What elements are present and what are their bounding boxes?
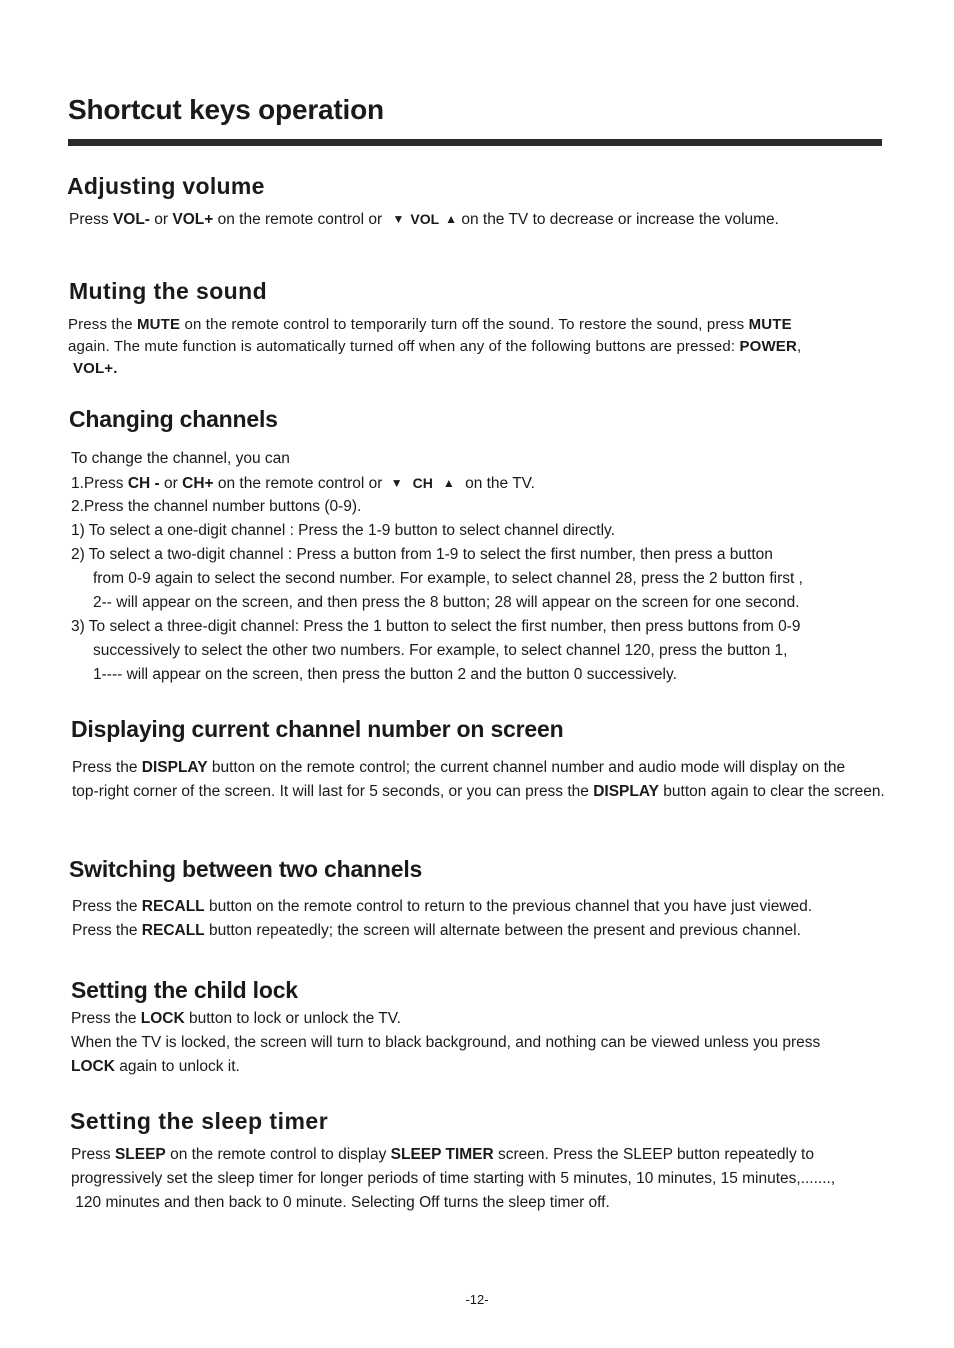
text: top-right corner of the screen. It will last for 5 seconds, or you can press the [72,783,594,800]
text: button again to clear the screen. [658,783,885,800]
triangle-up-icon: ▲ [442,476,455,490]
channels-intro: To change the channel, you can [71,450,290,467]
key-mute: MUTE [748,316,792,333]
channels-step-1 [71,473,535,494]
text: on the remote control to temporarily turn off the sound. To restore the sound, press [180,316,749,333]
mute-line-2 [68,337,801,357]
text: or [149,211,173,228]
display-line-1 [72,758,845,778]
recall-line-1 [72,897,812,917]
text: button on the remote control to return to the previous channel that you have just viewed. [204,898,813,915]
channels-note-3a: 3) To select a three-digit channel: Press the 1 button to select the first number, then press buttons from 0-9 [71,618,801,635]
mute-line-3 [73,359,118,379]
section-heading: Switching between two channels [69,856,423,882]
key-vol-minus: VOL- [112,211,150,228]
text: again. The mute function is automatically turned off when any of the following buttons are pressed: [68,338,740,355]
lock-line-2: When the TV is locked, the screen will turn to black background, and nothing can be viewed unless you press [71,1034,821,1051]
section-heading: Changing channels [69,406,278,432]
key-vol-plus: VOL+ [172,211,214,228]
channels-note-3c: 1---- will appear on the screen, then press the button 2 and the button 0 successively. [93,666,677,683]
display-line-2 [72,782,885,802]
text: Press [71,1146,115,1163]
volume-instruction [69,209,779,230]
sleep-line-3: 120 minutes and then back to 0 minute. Selecting Off turns the sleep timer off. [71,1194,610,1211]
key-ch-minus: CH - [127,475,160,492]
key-display: DISPLAY [593,783,659,800]
key-lock: LOCK [71,1058,115,1075]
sleep-line-2: progressively set the sleep timer for longer periods of time starting with 5 minutes, 10 minutes, 15 minutes,......., [71,1170,836,1187]
page-number: -12- [465,1292,489,1307]
channels-note-3b: successively to select the other two numbers. For example, to select channel 120, press the button 1, [93,642,788,659]
text: screen. Press the SLEEP button repeatedly to [493,1146,814,1163]
triangle-down-icon: ▼ [392,212,405,226]
channels-step-2: 2.Press the channel number buttons (0-9). [71,498,362,515]
text: or [159,475,183,492]
text: , [796,338,802,355]
key-lock: LOCK [140,1010,185,1027]
channels-note-2b: from 0-9 again to select the second number. For example, to select channel 28, press the 2 button first , [93,570,803,587]
key-display: DISPLAY [141,759,208,776]
title-divider [68,139,882,146]
tv-key-ch: CH [412,475,433,491]
channels-note-1: 1) To select a one-digit channel : Press the 1-9 button to select channel directly. [71,522,615,539]
section-heading: Setting the child lock [71,977,298,1003]
tv-key-vol: VOL [410,211,440,227]
text: on the remote control to display [165,1146,391,1163]
page-title: Shortcut keys operation [68,94,384,125]
lock-line-1 [71,1009,401,1029]
text: Press the [68,316,138,333]
key-ch-plus: CH+ [182,475,214,492]
text: on the TV. [460,475,535,492]
text: on the remote control or [213,475,387,492]
key-recall: RECALL [141,922,205,939]
key-recall: RECALL [141,898,205,915]
text: 1.Press [71,475,128,492]
section-heading: Muting the sound [69,278,268,304]
triangle-up-icon: ▲ [445,212,458,226]
text: Press [69,211,113,228]
key-vol-plus: VOL+. [73,360,118,377]
channels-note-2c: 2-- will appear on the screen, and then press the 8 button; 28 will appear on the screen for one second. [93,594,800,611]
text: on the remote control or [213,211,387,228]
channels-note-2a: 2) To select a two-digit channel : Press a button from 1-9 to select the first number, then press a button [71,546,773,563]
text: again to unlock it. [114,1058,240,1075]
section-heading: Setting the sleep timer [70,1108,329,1134]
recall-line-2 [72,921,801,941]
key-sleep: SLEEP [114,1146,166,1163]
text: button repeatedly; the screen will alternate between the present and previous channel. [204,922,801,939]
text: button on the remote control; the current channel number and audio mode will display on the [207,759,846,776]
sleep-line-1 [71,1145,814,1165]
key-mute: MUTE [137,316,181,333]
text: Press the [71,1010,141,1027]
text: Press the [72,898,142,915]
triangle-down-icon: ▼ [390,476,403,490]
text: Press the [72,759,142,776]
key-sleep-timer: SLEEP TIMER [390,1146,494,1163]
section-heading: Displaying current channel number on screen [71,716,564,742]
lock-line-3 [71,1057,240,1077]
mute-line-1 [68,315,792,335]
text: on the TV to decrease or increase the volume. [457,211,779,228]
key-power: POWER [739,338,797,355]
section-heading: Adjusting volume [67,173,265,199]
text: button to lock or unlock the TV. [184,1010,401,1027]
text: Press the [72,922,142,939]
